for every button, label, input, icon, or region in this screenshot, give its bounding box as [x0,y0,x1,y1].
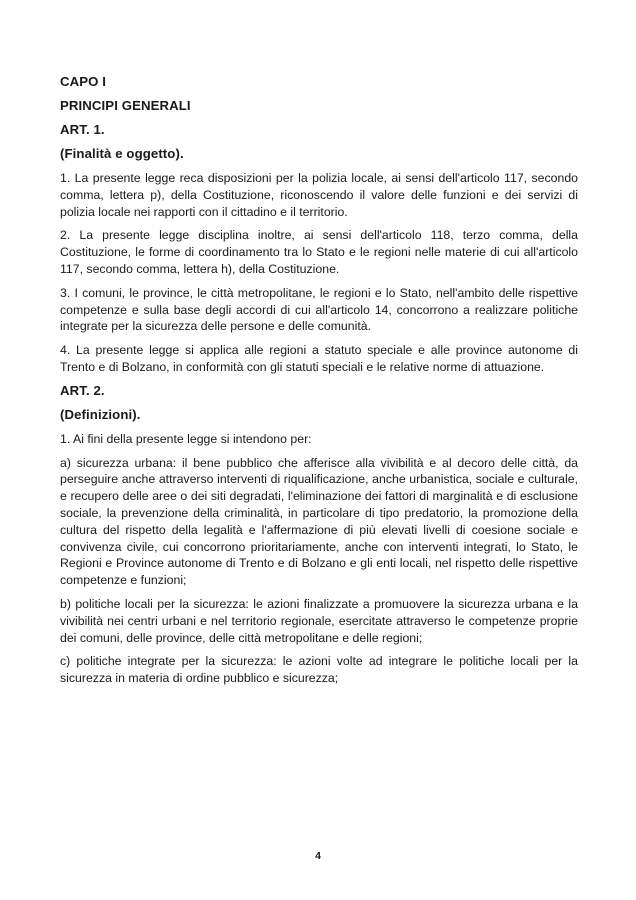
article-2 [60,383,578,687]
article-paragraph: 1. La presente legge reca disposizioni per la polizia locale, ai sensi dell'articolo 117, secondo comma, lettera p), della Costituzione, riconoscendo il valore delle funzioni e dei servizi di polizia locale nei rapporti con il cittadino e il territorio. [60,171,578,219]
article-label: ART. 2. [60,382,105,398]
article-paragraph: 3. I comuni, le province, le città metropolitane, le regioni e lo Stato, nell'ambito delle rispettive competenze e sulla base degli accordi di cui all'articolo 14, concorrono a realizzare politiche integrate per la sicurezza delle persone e delle comunità. [60,285,578,334]
article-paragraph: 4. La presente legge si applica alle regioni a statuto speciale e alle province autonome di Trento e di Bolzano, in conformità con gli statuti speciali e le relative norme di attuazione. [60,343,578,374]
page-number: 4 [315,850,321,862]
article-paragraph: 1. Ai fini della presente legge si intendono per: [60,431,312,446]
article-paragraph: 2. La presente legge disciplina inoltre, ai sensi dell'articolo 118, terzo comma, della Costituzione, le forme di coordinamento tra lo Stato e le regioni nelle materie di cui all'articolo 117, secondo comma, lettera h), della Costituzione. [60,228,578,276]
article-paragraph: c) politiche integrate per la sicurezza: le azioni volte ad integrare le politiche locali per la sicurezza in materia di ordine pubblico e sicurezza; [60,654,578,686]
article-subtitle: (Finalità e oggetto). [60,146,184,161]
chapter-label: CAPO I [60,74,107,89]
article-1 [60,122,578,376]
article-subtitle: (Definizioni). [60,406,141,422]
chapter-title: PRINCIPI GENERALI [60,98,191,113]
page-content [60,74,578,687]
article-label: ART. 1. [60,122,105,137]
article-paragraph: a) sicurezza urbana: il bene pubblico che afferisce alla vivibilità e al decoro delle città, da perseguire anche attraverso interventi di riqualificazione, anche urbanistica, sociale e culturale, e recupero delle aree o dei siti degradati, l'eliminazione dei fattori di marginalità e di esclusione sociale, la prevenzione della criminalità, in particolare di tipo predatorio, la promozione della cultura del rispetto della legalità e l'affermazione di più elevati livelli di coesione sociale e convivenza civile, cui concorrono prioritariamente, anche con interventi integrati, lo Stato, le Regioni e Province autonome di Trento e di Bolzano e gli enti locali, nel rispetto delle rispettive competenze e funzioni; [60,455,578,588]
article-paragraph: b) politiche locali per la sicurezza: le azioni finalizzate a promuovere la sicurezza urbana e la vivibilità nei centri urbani e nel territorio regionale, esercitate attraverso le competenze proprie dei comuni, delle province, delle città metropolitane e delle regioni; [60,596,578,645]
